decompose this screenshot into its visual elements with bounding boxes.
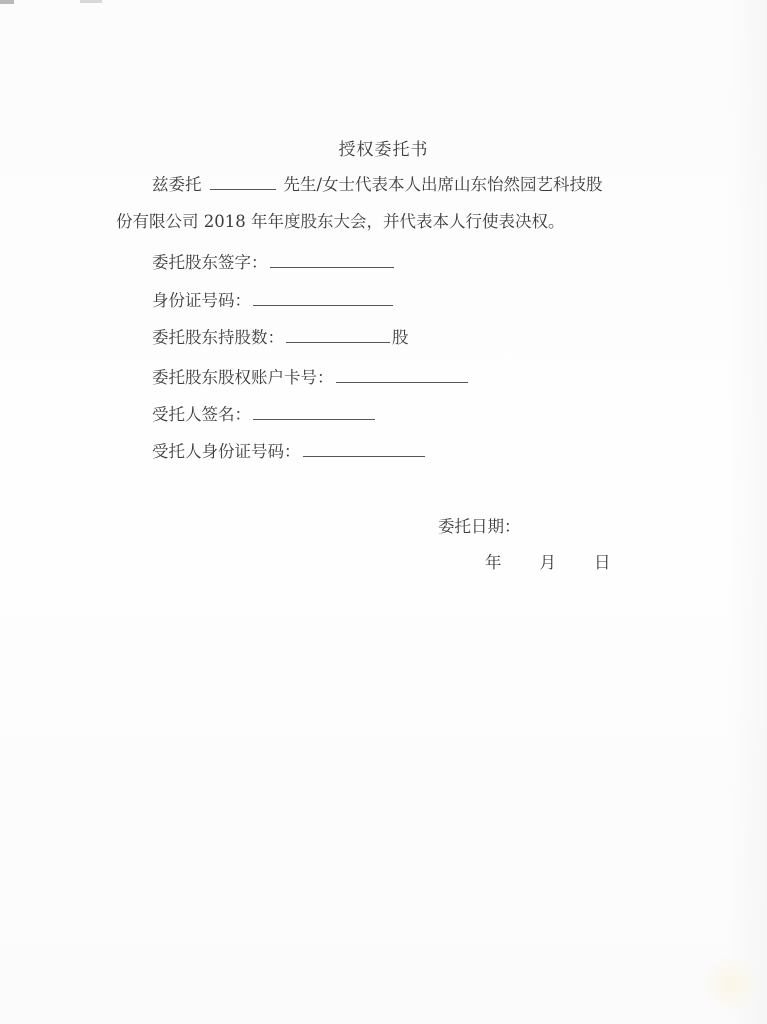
proxy-signature-row [152,404,377,426]
entrust-suffix: 先生/女士代表本人出席山东怡然园艺科技股 [283,175,603,194]
paragraph-line-1 [152,174,603,196]
proxy-signature-blank[interactable] [253,404,375,420]
id-number-row [152,290,395,312]
shares-held-row [152,327,409,349]
date-label: 委托日期： [438,517,521,536]
account-number-blank[interactable] [336,367,468,383]
id-number-blank[interactable] [253,290,393,306]
shares-held-label: 委托股东持股数： [152,328,284,347]
shares-unit: 股 [392,328,409,347]
account-number-row [152,367,470,389]
scan-corner-mark [80,0,102,3]
entrustee-name-blank[interactable] [210,174,276,190]
shareholder-signature-blank[interactable] [270,252,394,268]
shareholder-signature-label: 委托股东签字： [152,253,268,272]
entrust-prefix: 兹委托 [152,175,202,194]
shareholder-signature-row [152,252,396,274]
date-month: 月 [539,553,556,572]
date-day: 日 [594,553,611,572]
proxy-id-number-label: 受托人身份证号码： [152,442,301,461]
paper-stain [701,954,761,1014]
proxy-signature-label: 受托人签名： [152,405,251,424]
proxy-id-number-blank[interactable] [303,441,425,457]
date-row [485,552,611,574]
paragraph-line-2: 份有限公司 2018 年年度股东大会，并代表本人行使表决权。 [116,212,565,231]
scan-corner-mark [0,0,14,4]
proxy-id-number-row [152,441,427,463]
shares-held-blank[interactable] [286,327,390,343]
id-number-label: 身份证号码： [152,291,251,310]
date-year: 年 [485,553,502,572]
document-title: 授权委托书 [338,140,429,160]
account-number-label: 委托股东股权账户卡号： [152,368,334,387]
